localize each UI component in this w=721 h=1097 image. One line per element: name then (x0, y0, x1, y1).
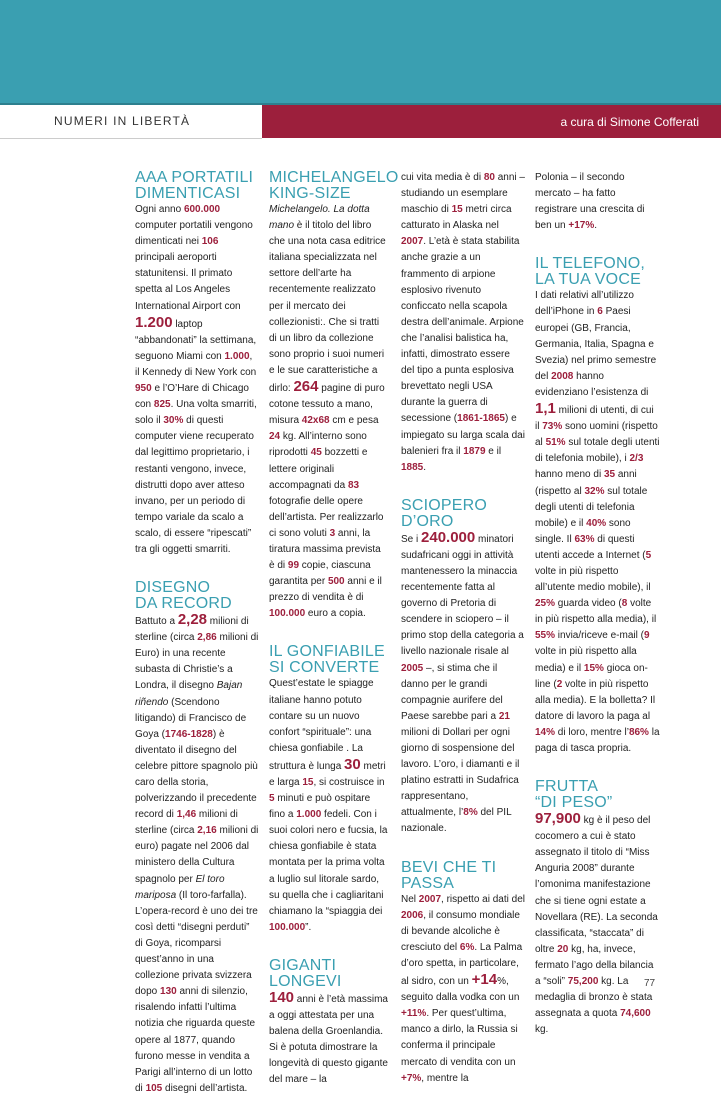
article-portatili (135, 170, 259, 558)
section-bar (0, 105, 721, 138)
header-color-band (0, 0, 721, 103)
article-body: Michelangelo. La dotta mano è il titolo del libro che una nota casa editrice italiana specializzata nel settore dell’arte ha recentemente realizzato per il mercato dei collezionisti:. Che si tratti di un libro da collezione sono proprio i suoi numeri e le sue caratteristiche a dirlo: 264 pagine di puro cotone tessuto a mano, misura 42x68 cm e pesa 24 kg. All’interno sono riprodotti 45 bozzetti e lettere originali accompagnati da 83 fotografie delle opere dell’artista. Per realizzarlo ci sono voluti 3 anni, la tiratura massima prevista è di 99 copie, ciascuna garantita per 500 anni e il prezzo di vendita è di 100.000 euro a copia. (269, 204, 386, 620)
article-title: IL TELEFONO, LA TUA VOCE (535, 255, 645, 289)
article-title: GIGANTI LONGEVI (269, 956, 342, 990)
article-title: AAA PORTATILI DIMENTICASI (135, 169, 254, 202)
article-title: IL GONFIABILE SI CONVERTE (269, 643, 385, 677)
article-title: FRUTTA “DI PESO” (535, 778, 613, 812)
column-2 (269, 169, 399, 1089)
page-number: 77 (644, 978, 656, 989)
article-body: cui vita media è di 80 anni – studiando un esemplare maschio di 15 metri circa catturato in Alaska nel 2007. L’età è stata stabilita anche grazie a un frammento di arpione esplosivo rivenuto conficcato nella scapola destra dell’animale. Arpione che l’analisi balistica ha, infatti, dimostrato essere del tipo a punta esplosiva brevettato negli USA durante la guerra di secessione (1861-1865) e impiegato su larga scala dai balenieri fra il 1879 e il 1885. (401, 172, 525, 473)
article-title: BEVI CHE TI PASSA (401, 858, 497, 892)
article-giganti (269, 958, 389, 1089)
article-body: Se i 240.000 minatori sudafricani oggi in attività mantenessero la minaccia recentemente fatta al governo di Pretoria di scendere in sciopero – il primo stop della categoria a livello nazionale risale al 2005 –, si stima che il danno per le grandi compagnie aurifere del Paese sarebbe pari a 21 milioni di Dollari per ogni giorno di sospensione del lavoro. L’oro, i diamanti e il platino estratti in Sudafrica rappresentano, attualmente, l’8% del PIL nazionale. (401, 528, 524, 835)
article-body: Nel 2007, rispetto ai dati del 2006, il consumo mondiale di bevande alcoliche è cresciuto del 6%. La Palma d’oro spetta, in particolare, al sidro, con un +14%, seguito dalla vodka con un +11%. Per quest’ultima, manco a dirlo, la Russia si conferma il principale mercato di vendita con un +7%, mentre la (401, 893, 525, 1084)
article-body: Polonia – il secondo mercato – ha fatto registrare una crescita di ben un +17%. (535, 172, 645, 232)
section-bar-left (0, 105, 262, 139)
article-body: Quest’estate le spiagge italiane hanno potuto contare su un nuovo confort “spirituale”: una chiesa gonfiabile . La struttura è lunga 30 metri e larga 15, si costruisce in 5 minuti e può ospitare fino a 1.000 fedeli. Con i suoi colori nero e fucsia, la chiesa gonfiabile è stata montata per la prima volta a luglio sul litorale sardo, su quella che i cagliaritani chiamano la “spiaggia dei 100.000”. (269, 678, 388, 933)
article-telefono (535, 256, 660, 757)
section-bar-right (262, 105, 721, 138)
article-body: 97,900 kg è il peso del cocomero a cui è stato assegnato il titolo di “Miss Anguria 2008” durante l’omonima manifestazione che si tiene ogni estate a Novellara (RE). La seconda classificata, “staccata” di oltre 20 kg, ha, invece, fermato l’ago della bilancia a “soli” 75,200 kg. La medaglia di bronzo è stata assegnata a quota 74,600 kg. (535, 810, 658, 1036)
article-body: I dati relativi all’utilizzo dell’iPhone in 6 Paesi europei (GB, Francia, Germania, Italia, Spagna e Svezia) nel primo semestre del 2008 hanno evidenziano l’esistenza di 1,1 milioni di utenti, di cui il 73% sono uomini (rispetto al 51% sul totale degli utenti di telefonia mobile), i 2/3 hanno meno di 35 anni (rispetto al 32% sul totale degli utenti di telefonia mobile) e il 40% sono single. Il 63% di questi utenti accede a Internet (5 volte in più rispetto all’utente medio mobile), il 25% guarda video (8 volte in più rispetto alla media), il 55% invia/riceve e-mail (9 volte in più rispetto alla media) e il 15% gioca on-line (2 volte in più rispetto alla media). E la bolletta? Il datore di lavoro la paga al 14% di loro, mentre l’86% la paga di tasca propria. (535, 290, 660, 754)
article-title: DISEGNO DA RECORD (135, 579, 232, 613)
article-michelangelo (269, 169, 399, 622)
article-body: Ogni anno 600.000 computer portatili vengono dimenticati nei 106 principali aeroporti statunitensi. Il primato spetta al Los Angeles International Airport con 1.200 laptop “abbandonati” la settimana, seguono Miami con 1.000, il Kennedy di New York con 950 e l’O’Hare di Chicago con 825. Una volta smarriti, solo il 30% di questi computer viene recuperato dal legittimo proprietario, i restanti vengono, invece, distrutti dopo aver atteso invano, per un periodo di tempo variale da scalo a scalo, di essere “ripescati” tra gli oggetti smarriti. (135, 204, 257, 555)
article-gonfiabile (269, 644, 389, 936)
section-author: a cura di Simone Cofferati (560, 115, 699, 129)
article-title: SCIOPERO D’ORO (401, 496, 488, 530)
column-4 (535, 170, 660, 1038)
article-bevi (401, 860, 525, 1087)
article-title: MICHELANGELO KING-SIZE (269, 169, 399, 202)
article-body: Battuto a 2,28 milioni di sterline (circa 2,86 milioni di Euro) in una recente subasta di Christie’s a Londra, il disegno Bajan riñendo (Scendono litigando) di Francisco de Goya (1746-1828) è diventato il disegno del celebre pittore spagnolo più caro della storia, polverizzando il precedente record di 1,46 milioni di sterline (circa 2,16 milioni di euro) pagate nel 2006 dal ministero della Cultura spagnolo per El toro mariposa (Il toro-farfalla). L’opera-record è uno dei tre così detti “disegni perduti” di Goya, ricomparsi quest’anno in una collezione privata svizzera dopo 130 anni di silenzio, risalendo infatti l’ultima notizia che riguarda queste opere al 1877, quando furono messe in vendita a Parigi all’interno di un lotto di 105 disegni dell’artista. (135, 611, 259, 1094)
article-bevi-continued (535, 170, 660, 234)
column-3 (401, 170, 525, 1087)
column-1 (135, 170, 259, 1097)
article-sciopero (401, 498, 525, 838)
article-disegno (135, 580, 259, 1097)
article-body: 140 anni è l’età massima a oggi attestata per una balena della Groenlandia. Si è potuta dimostrare la longevità di questo gigante del mare – la (269, 988, 388, 1086)
section-title: NUMERI IN LIBERTÀ (54, 114, 191, 128)
article-giganti-continued (401, 170, 525, 476)
article-frutta (535, 779, 660, 1038)
